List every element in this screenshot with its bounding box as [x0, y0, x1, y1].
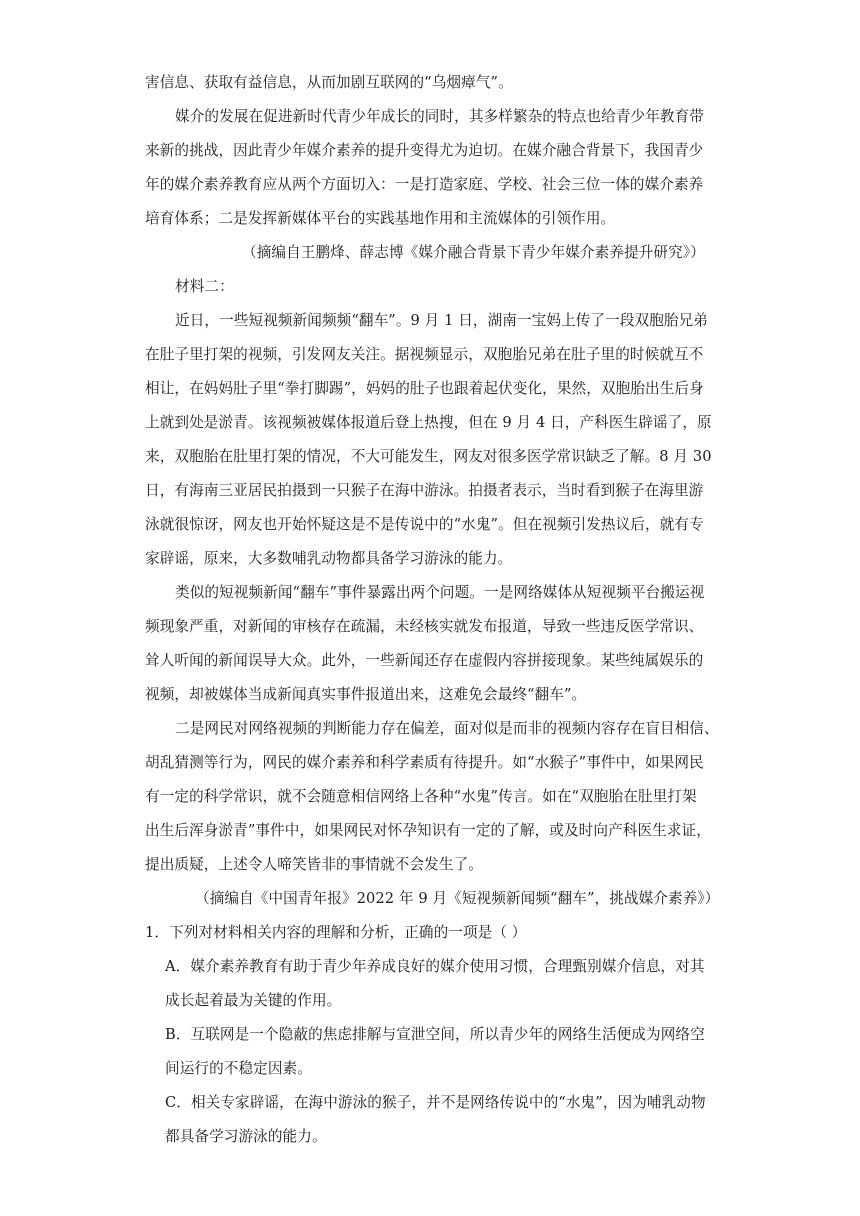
- option-b-continued: 间运行的不稳定因素。: [165, 1060, 312, 1077]
- paragraph-line: 上就到处是淤青。该视频被媒体报道后登上热搜，但在 9 月 4 日，产科医生辟谣了，原: [145, 414, 712, 431]
- paragraph-line: 培育体系；二是发挥新媒体平台的实践基地作用和主流媒体的引领作用。: [145, 210, 616, 227]
- paragraph-line: 提出质疑，上述令人啼笑皆非的事情就不会发生了。: [145, 856, 483, 873]
- option-a-continued: 成长起着最为关键的作用。: [165, 992, 342, 1009]
- section-heading: 材料二：: [175, 278, 234, 295]
- paragraph-line: 日，有海南三亚居民拍摄到一只猴子在海中游泳。拍摄者表示，当时看到猴子在海里游: [145, 482, 704, 499]
- option-b: B．互联网是一个隐蔽的焦虑排解与宣泄空间，所以青少年的网络生活便成为网络空: [165, 1026, 705, 1043]
- paragraph-line: 来，双胞胎在肚里打架的情况，不大可能发生，网友对很多医学常识缺乏了解。8 月 30: [145, 448, 712, 465]
- question-stem: 1．下列对材料相关内容的理解和分析，正确的一项是（ ）: [145, 924, 527, 941]
- paragraph-line: 胡乱猜测等行为，网民的媒介素养和科学素质有待提升。如“水猴子”事件中，如果网民: [145, 754, 704, 771]
- paragraph-line: 视频，却被媒体当成新闻真实事件报道出来，这难免会最终“翻车”。: [145, 686, 587, 703]
- paragraph-line: 二是网民对网络视频的判断能力存在偏差，面对似是而非的视频内容存在盲目相信、: [175, 720, 719, 737]
- paragraph-line: 害信息、获取有益信息，从而加剧互联网的“乌烟瘴气”。: [145, 74, 513, 91]
- paragraph-line: 年的媒介素养教育应从两个方面切入：一是打造家庭、学校、社会三位一体的媒介素养: [145, 176, 704, 193]
- option-c: C．相关专家辟谣，在海中游泳的猴子，并不是网络传说中的“水鬼”，因为哺乳动物: [165, 1094, 706, 1111]
- paragraph-line: 出生后浑身淤青”事件中，如果网民对怀孕知识有一定的了解，或及时向产科医生求证，: [145, 822, 711, 839]
- paragraph-line: 在肚子里打架的视频，引发网友关注。据视频显示，双胞胎兄弟在肚子里的时候就互不: [145, 346, 704, 363]
- option-c-continued: 都具备学习游泳的能力。: [165, 1128, 327, 1145]
- paragraph-line: 家辟谣，原来，大多数哺乳动物都具备学习游泳的能力。: [145, 550, 513, 567]
- paragraph-line: 近日，一些短视频新闻频频“翻车”。9 月 1 日，湖南一宝妈上传了一段双胞胎兄弟: [175, 312, 709, 329]
- option-a: A．媒介素养教育有助于青少年养成良好的媒介使用习惯，合理甄别媒介信息，对其: [165, 958, 705, 975]
- paragraph-line: 类似的短视频新闻“翻车”事件暴露出两个问题。一是网络媒体从短视频平台搬运视: [175, 584, 705, 601]
- source-citation: （摘编自王鹏烽、薛志博《媒介融合背景下青少年媒介素养提升研究》）: [242, 244, 705, 261]
- paragraph-line: 耸人听闻的新闻误导大众。此外，一些新闻还存在虚假内容拼接现象。某些纯属娱乐的: [145, 652, 704, 669]
- paragraph-line: 来新的挑战，因此青少年媒介素养的提升变得尤为迫切。在媒介融合背景下，我国青少: [145, 142, 704, 159]
- source-citation: （摘编自《中国青年报》2022 年 9 月《短视频新闻频“翻车”，挑战媒介素养》）: [195, 890, 720, 907]
- paragraph-line: 相让，在妈妈肚子里“拳打脚踢”，妈妈的肚子也跟着起伏变化，果然，双胞胎出生后身: [145, 380, 704, 397]
- paragraph-line: 有一定的科学常识，就不会随意相信网络上各种“水鬼”传言。如在“双胞胎在肚里打架: [145, 788, 697, 805]
- paragraph-line: 频现象严重，对新闻的审核存在疏漏，未经核实就发布报道，导致一些违反医学常识、: [145, 618, 704, 635]
- paragraph-line: 媒介的发展在促进新时代青少年成长的同时，其多样繁杂的特点也给青少年教育带: [175, 108, 704, 125]
- paragraph-line: 泳就很惊讶，网友也开始怀疑这是不是传说中的“水鬼”。但在视频引发热议后，就有专: [145, 516, 704, 533]
